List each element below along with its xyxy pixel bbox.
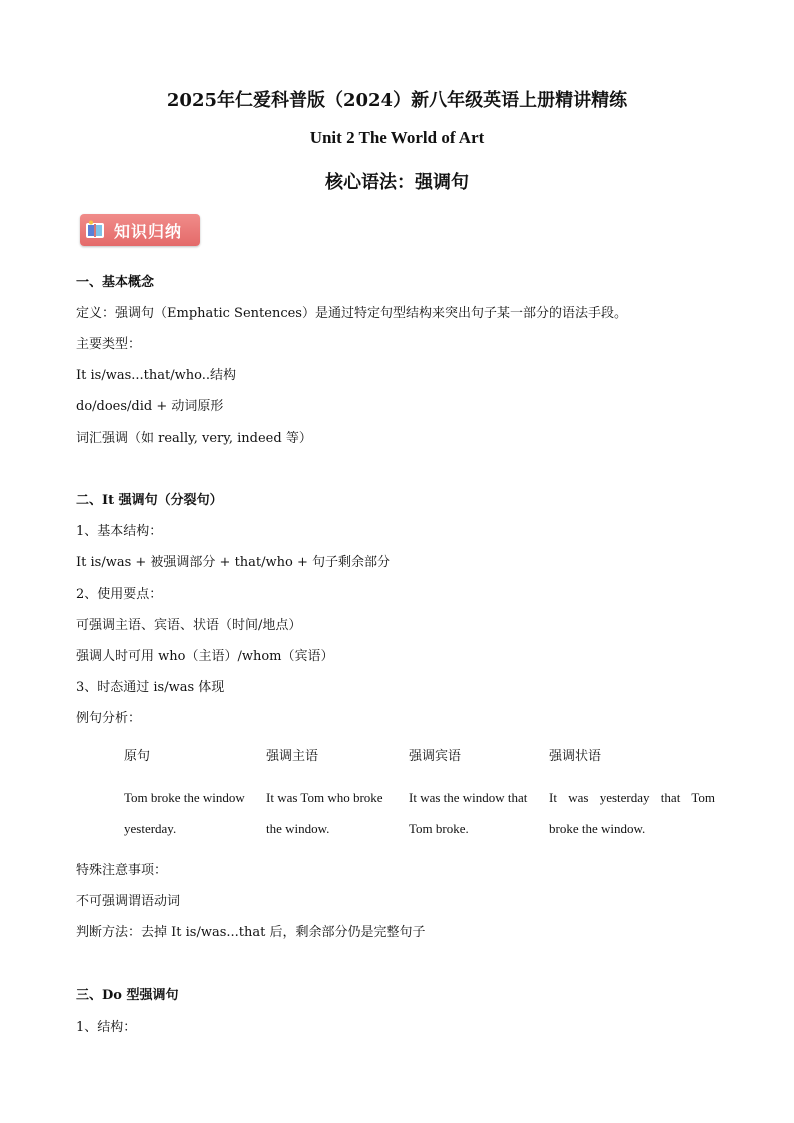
table-cell-adverbial: It was yesterday that Tom broke the window. [549,790,715,836]
usage-item-1: 可强调主语、宾语、状语（时间/地点） [76,618,302,633]
example-label: 例句分析： [76,711,142,726]
badge-label: 知识归纳 [114,222,183,241]
document-title: 2025年仁爱科普版（2024）新八年级英语上册精讲精练 [166,90,628,111]
table-cell-object: It was the window that Tom broke. [409,790,528,836]
usage-item-2: 强调人时可用 who（主语）/whom（宾语） [76,649,334,664]
unit-title: Unit 2 The World of Art [309,128,485,147]
type-item-1: It is/was...that/who..结构 [76,368,236,383]
grammar-topic-title: 核心语法：强调句 [325,172,469,193]
section1-heading: 一、基本概念 [76,275,155,290]
types-label: 主要类型： [76,337,142,352]
book-icon [85,220,105,240]
structure-text: It is/was + 被强调部分 + that/who + 句子剩余部分 [76,555,390,570]
note-item-2: 判断方法：去掉 It is/was...that 后，剩余部分仍是完整句子 [76,925,426,940]
section2-point1: 1、基本结构： [76,524,163,539]
type-item-2: do/does/did + 动词原形 [76,399,224,414]
knowledge-summary-badge [80,214,200,246]
note-item-1: 不可强调谓语动词 [76,894,181,909]
section2-point3: 3、时态通过 is/was 体现 [76,680,225,695]
table-cell-original: Tom broke the window yesterday. [124,790,245,836]
type-item-3: 词汇强调（如 really, very, indeed 等） [76,431,312,446]
definition-text: 定义：强调句（Emphatic Sentences）是通过特定句型结构来突出句子某一部分的语法手段。 [76,306,627,321]
section3-heading: 三、Do 型强调句 [76,988,179,1003]
table-header-original: 原句 [124,749,151,764]
table-header-subject: 强调主语 [266,749,319,764]
section3-point1: 1、结构： [76,1020,137,1035]
table-header-adverbial: 强调状语 [549,749,602,764]
table-header-object: 强调宾语 [409,749,462,764]
section2-point2: 2、使用要点： [76,587,163,602]
notes-label: 特殊注意事项： [76,863,168,878]
table-cell-subject: It was Tom who broke the window. [266,790,383,836]
section2-heading: 二、It 强调句（分裂句） [76,493,223,508]
